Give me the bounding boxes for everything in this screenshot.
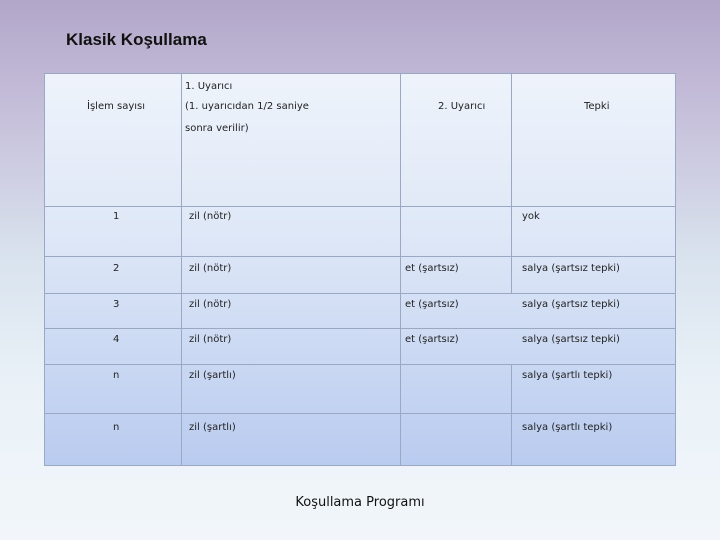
header-trial-count: İşlem sayısı (87, 101, 146, 112)
column-divider (400, 74, 401, 465)
row2-stimulus2: et (şartsız) (405, 263, 459, 274)
row-divider (45, 328, 675, 329)
header-stimulus1-line3: sonra verilir) (185, 123, 249, 134)
row2-trial: 2 (113, 263, 120, 274)
row6-response: salya (şartlı tepki) (522, 422, 613, 433)
row5-response: salya (şartlı tepki) (522, 370, 613, 381)
column-divider (181, 74, 182, 465)
row3-stimulus2: et (şartsız) (405, 299, 459, 310)
row-divider (45, 364, 675, 365)
row5-stimulus1: zil (şartlı) (189, 370, 236, 381)
row2-stimulus1: zil (nötr) (189, 263, 232, 274)
row-divider (45, 293, 675, 294)
row4-response: salya (şartsız tepki) (522, 334, 620, 345)
row6-stimulus1: zil (şartlı) (189, 422, 236, 433)
row3-stimulus1: zil (nötr) (189, 299, 232, 310)
table-caption: Koşullama Programı (295, 495, 425, 510)
row5-trial: n (113, 370, 120, 381)
column-divider (511, 364, 512, 466)
row1-trial: 1 (113, 211, 120, 222)
row3-trial: 3 (113, 299, 120, 310)
slide-title: Klasik Koşullama (66, 30, 207, 49)
header-stimulus1-line2: (1. uyarıcıdan 1/2 saniye (185, 101, 309, 112)
header-response: Tepki (584, 101, 610, 112)
row1-response: yok (522, 211, 540, 222)
row4-stimulus2: et (şartsız) (405, 334, 459, 345)
row-divider (45, 206, 675, 207)
row6-trial: n (113, 422, 120, 433)
row4-stimulus1: zil (nötr) (189, 334, 232, 345)
row1-stimulus1: zil (nötr) (189, 211, 232, 222)
row2-response: salya (şartsız tepki) (522, 263, 620, 274)
header-stimulus1-line1: 1. Uyarıcı (185, 81, 233, 92)
row3-response: salya (şartsız tepki) (522, 299, 620, 310)
column-divider (511, 74, 512, 293)
header-stimulus2: 2. Uyarıcı (438, 101, 486, 112)
row-divider (45, 413, 675, 414)
conditioning-table (44, 73, 676, 466)
row4-trial: 4 (113, 334, 120, 345)
row-divider (45, 256, 675, 257)
